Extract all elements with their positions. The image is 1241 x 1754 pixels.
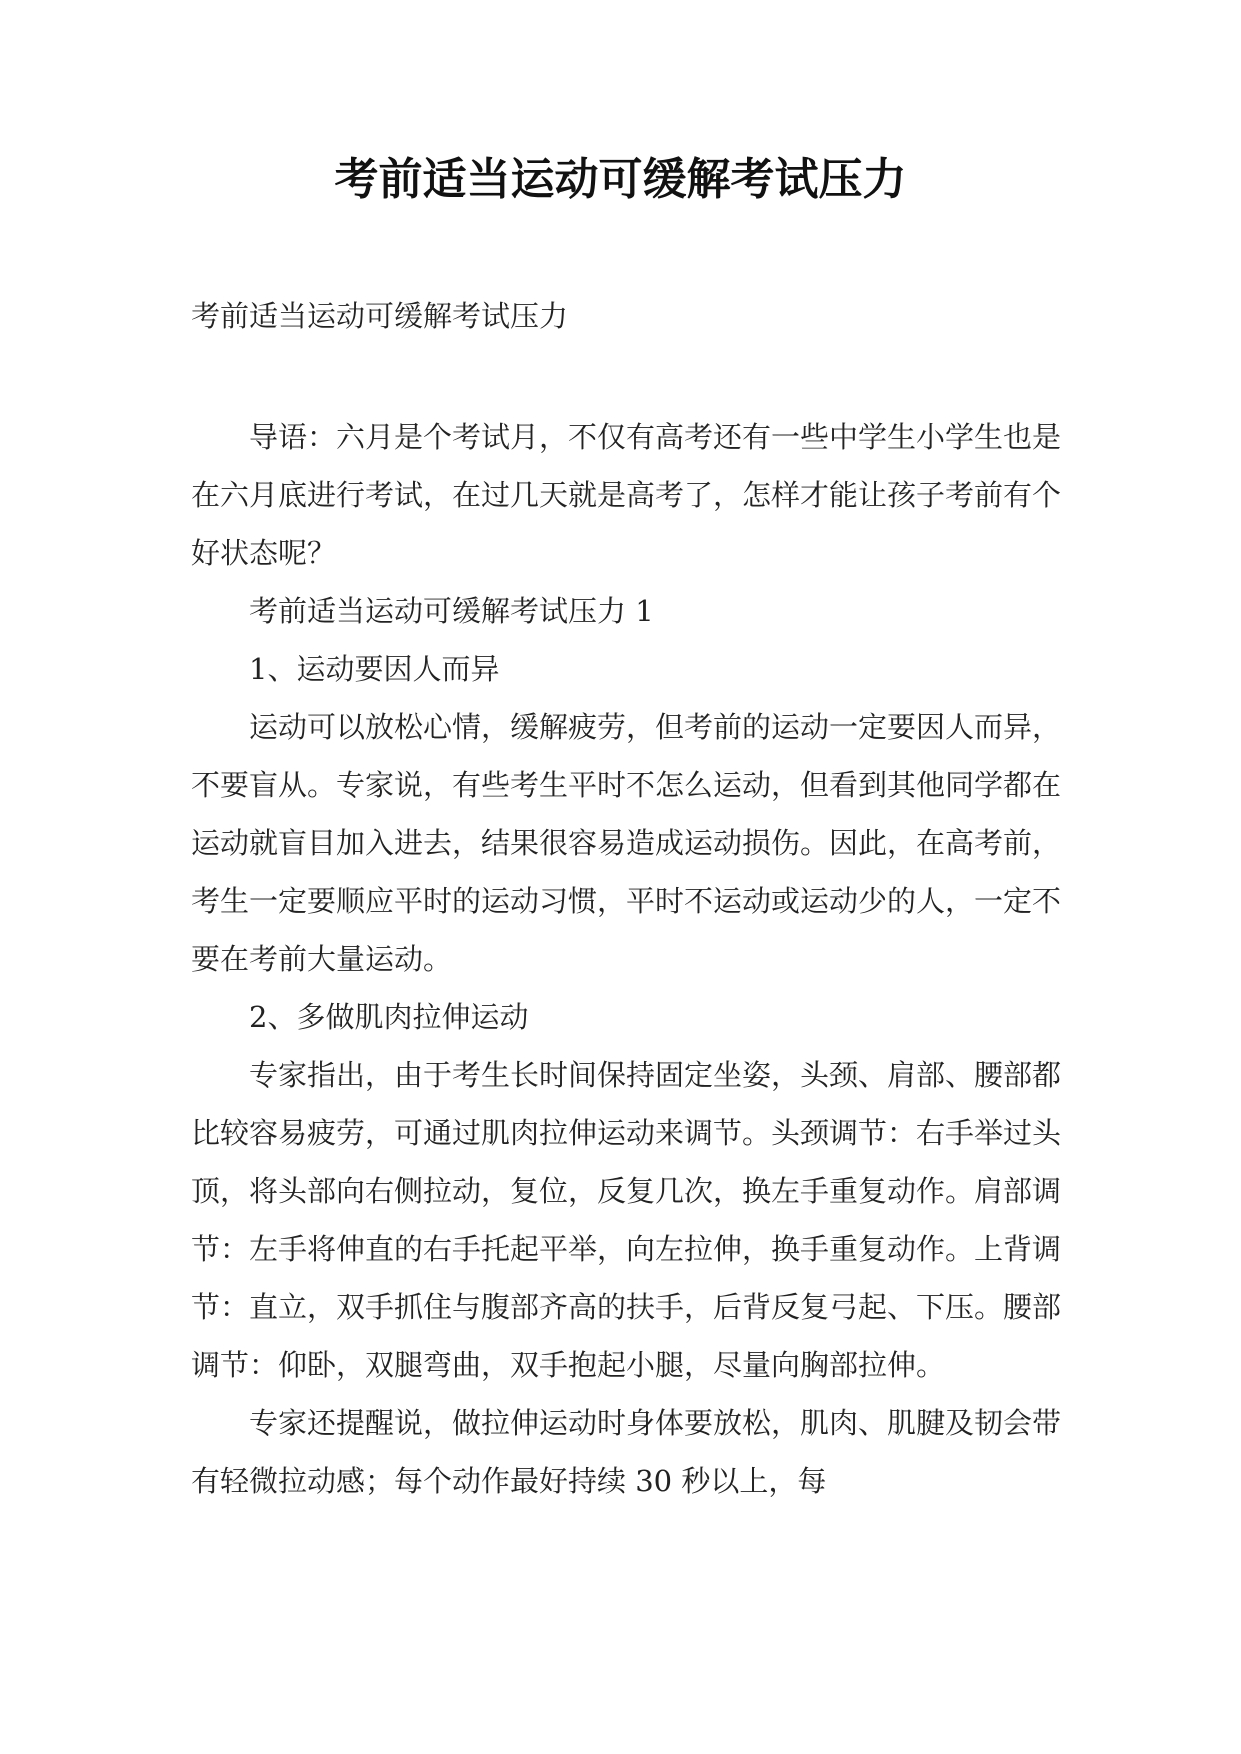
point-heading-1: 1、运动要因人而异 [249, 652, 500, 686]
document-title: 考前适当运动可缓解考试压力 [334, 154, 907, 205]
section-heading: 考前适当运动可缓解考试压力 1 [249, 594, 654, 628]
point-heading-2: 2、多做肌肉拉伸运动 [249, 1000, 529, 1034]
document-subtitle: 考前适当运动可缓解考试压力 [191, 299, 569, 333]
document-body [191, 408, 1061, 1510]
paragraph-reminder: 专家还提醒说，做拉伸运动时身体要放松，肌肉、肌腱及韧会带有轻微拉动感；每个动作最好持续 30 秒以上，每 [191, 1406, 1062, 1498]
paragraph-intro: 导语：六月是个考试月，不仅有高考还有一些中学生小学生也是在六月底进行考试，在过几天就是高考了，怎样才能让孩子考前有个好状态呢？ [191, 420, 1062, 570]
paragraph-point-2: 专家指出，由于考生长时间保持固定坐姿，头颈、肩部、腰部都比较容易疲劳，可通过肌肉拉伸运动来调节。头颈调节：右手举过头顶，将头部向右侧拉动，复位，反复几次，换左手重复动作。肩部调节：左手将伸直的右手托起平举，向左拉伸，换手重复动作。上背调节：直立，双手抓住与腹部齐高的扶手，后背反复弓起、下压。腰部调节：仰卧，双腿弯曲，双手抱起小腿，尽量向胸部拉伸。 [191, 1058, 1062, 1382]
paragraph-point-1: 运动可以放松心情，缓解疲劳，但考前的运动一定要因人而异，不要盲从。专家说，有些考生平时不怎么运动，但看到其他同学都在运动就盲目加入进去，结果很容易造成运动损伤。因此，在高考前，考生一定要顺应平时的运动习惯，平时不运动或运动少的人，一定不要在考前大量运动。 [191, 710, 1062, 976]
